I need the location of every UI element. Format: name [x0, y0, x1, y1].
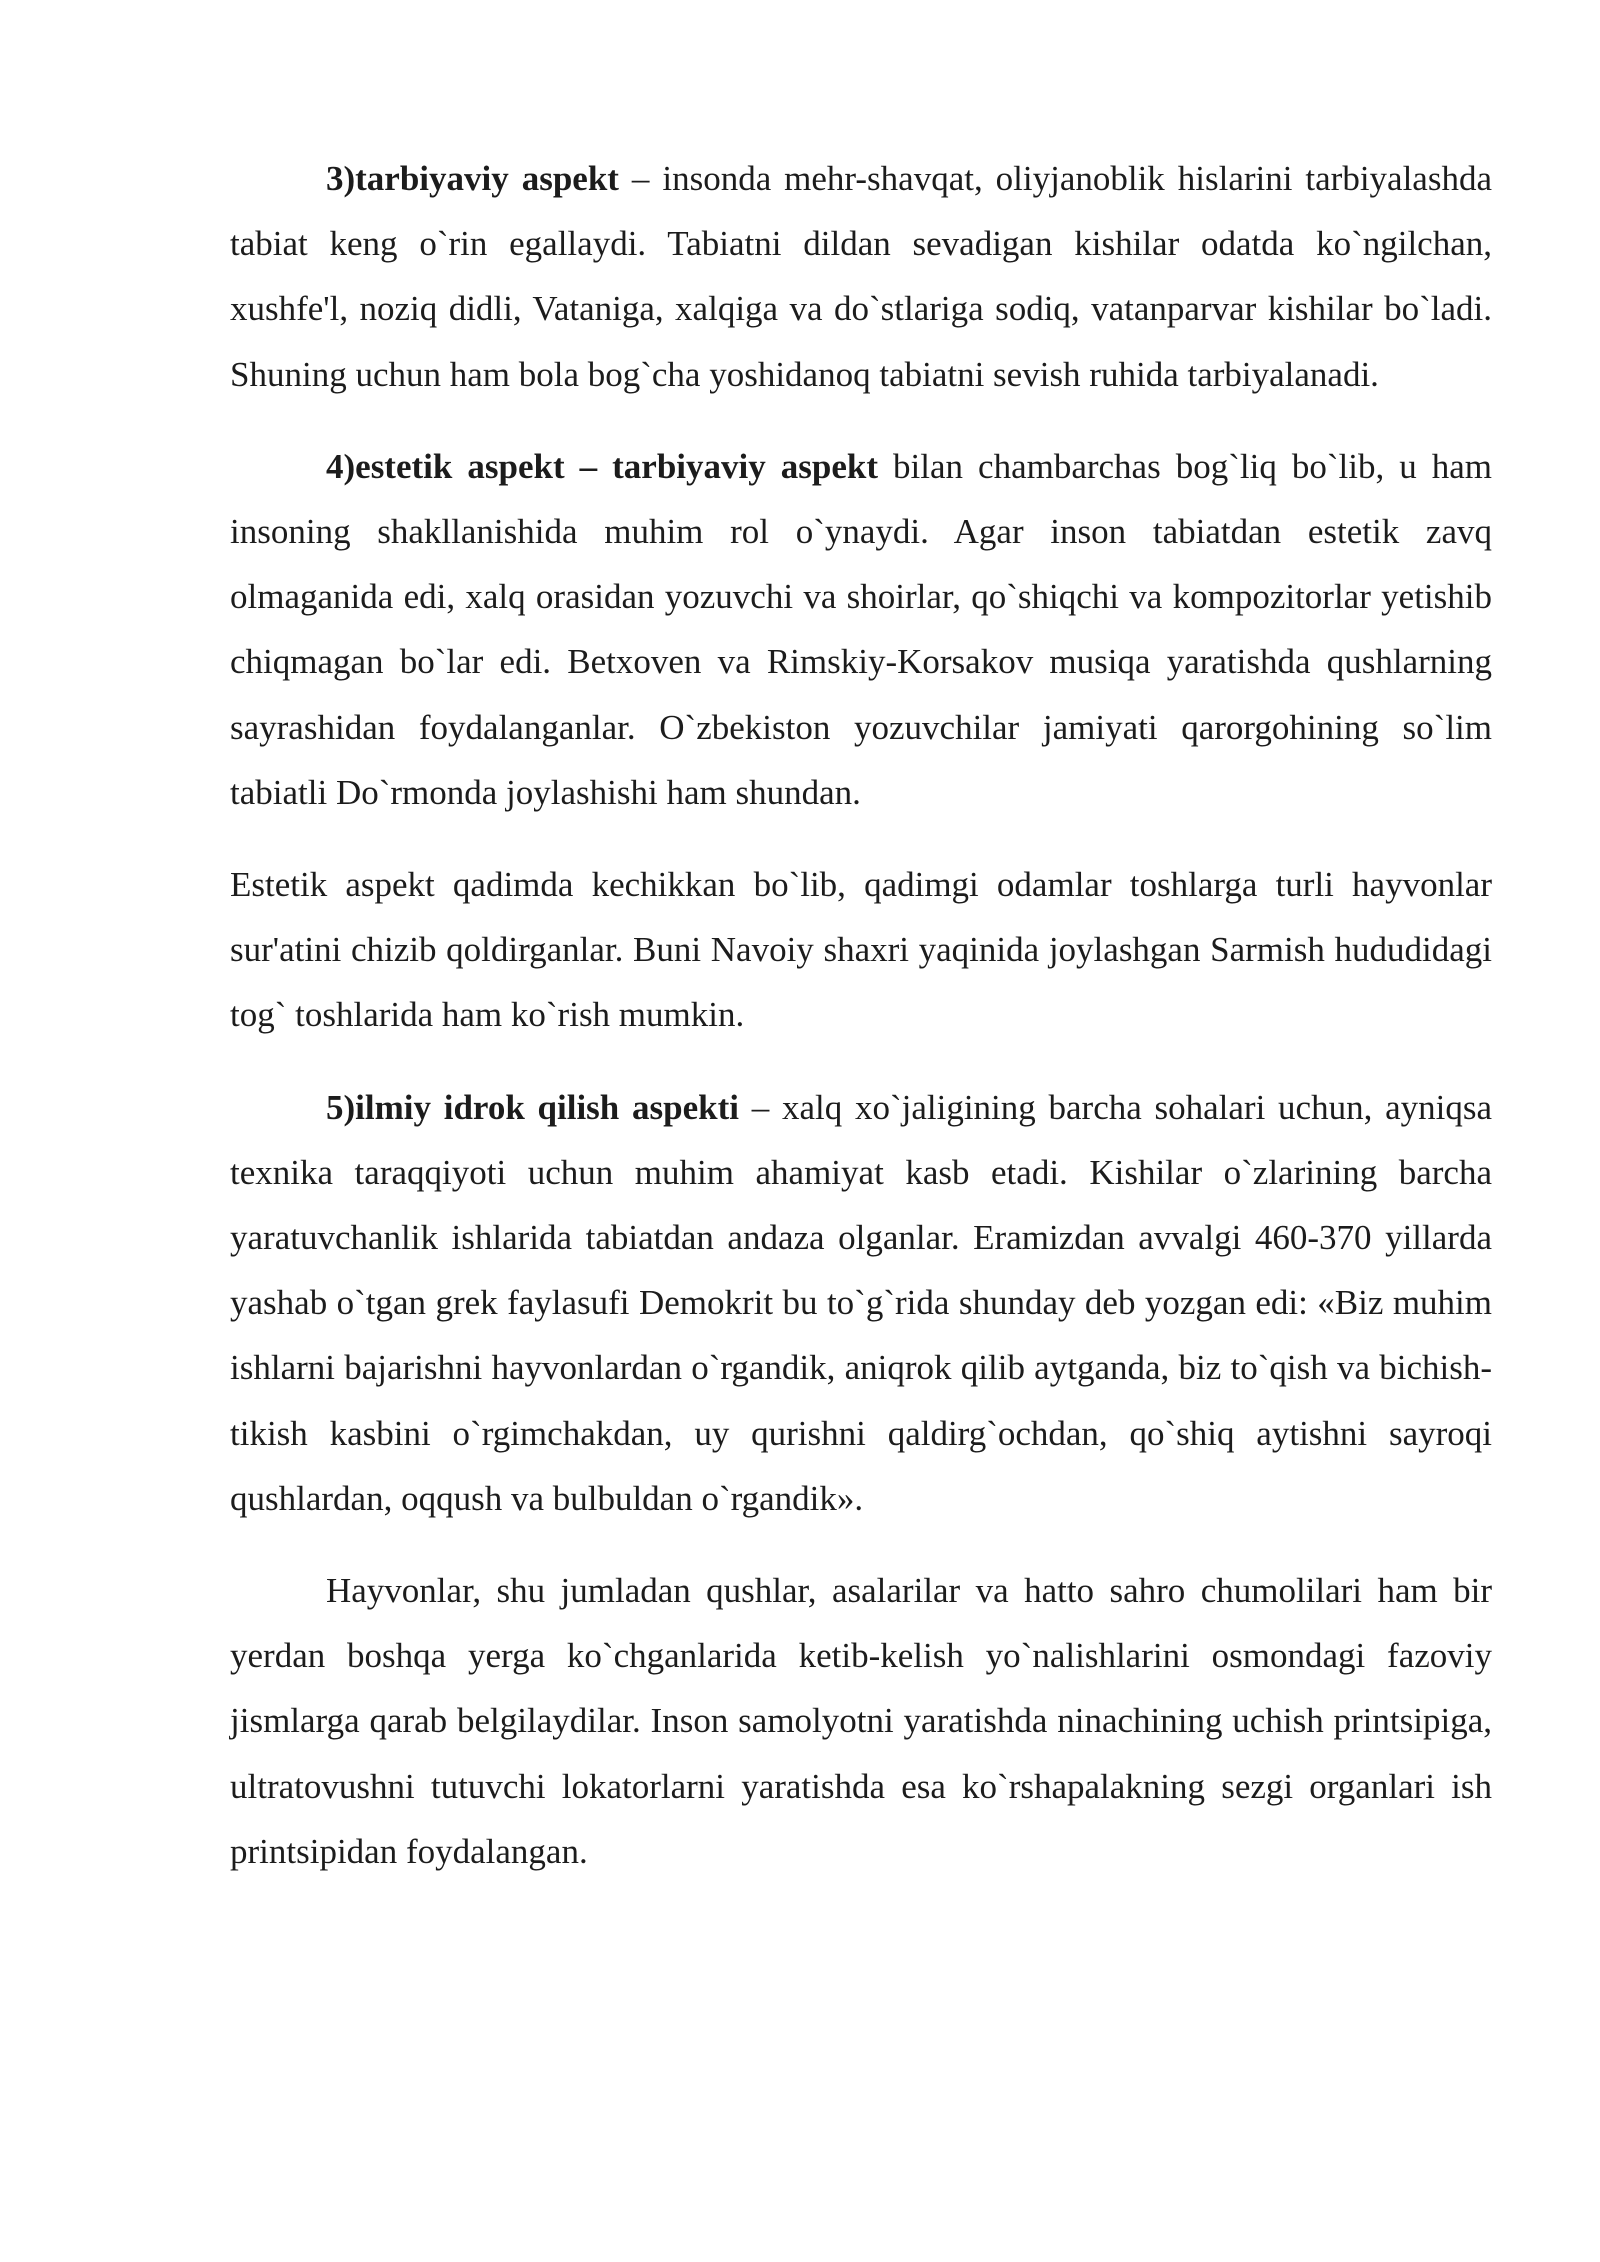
paragraph-text: Estetik aspekt qadimda kechikkan bo`lib, qadimgi odamlar toshlarga turli hayvonlar sur'atini chizib qoldirganlar. Buni Navoiy shaxri yaqinida joylashgan Sarmish hududidagi tog` toshlarida ham ko`rish mumkin. [230, 865, 1492, 1035]
paragraph-ilmiy-idrok-aspekti [230, 1075, 1492, 1531]
paragraph-tarbiyaviy-aspekt [230, 146, 1492, 407]
paragraph-text: – xalq xo`jaligining barcha sohalari uchun, ayniqsa texnika taraqqiyoti uchun muhim ahamiyat kasb etadi. Kishilar o`zlarining barcha yaratuvchanlik ishlarida tabiatdan andaza olganlar. Eramizdan avvalgi 460-370 yillarda yashab o`tgan grek faylasufi Demokrit bu to`g`rida shunday deb yozgan edi: «Biz muhim ishlarni bajarishni hayvonlardan o`rgandik, aniqrok qilib aytganda, biz to`qish va bichish-tikish kasbini o`rgimchakdan, uy qurishni qaldirg`ochdan, qo`shiq aytishni sayroqi qushlardan, oqqush va bulbuldan o`rgandik». [230, 1087, 1492, 1518]
document-body [230, 146, 1492, 1884]
paragraph-text: – insonda mehr-shavqat, oliyjanoblik hislarini tarbiyalashda tabiat keng o`rin egallaydi. Tabiatni dildan sevadigan kishilar odatda ko`ngilchan, xushfe'l, noziq didli, Vataniga, xalqiga va do`stlariga sodiq, vatanparvar kishilar bo`ladi. Shuning uchun ham bola bog`cha yoshidanoq tabiatni sevish ruhida tarbiyalanadi. [230, 159, 1492, 394]
paragraph-text: Hayvonlar, shu jumladan qushlar, asalarilar va hatto sahro chumolilari ham bir yerdan boshqa yerga ko`chganlarida ketib-kelish yo`nalishlarini osmondagi fazoviy jismlarga qarab belgilaydilar. Inson samolyotni yaratishda ninachining uchish printsipiga, ultratovushni tutuvchi lokatorlarni yaratishda esa ko`rshapalakning sezgi organlari ish printsipidan foydalangan. [230, 1571, 1492, 1871]
heading-ilmiy-idrok-aspekti: 5)ilmiy idrok qilish aspekti [326, 1087, 739, 1127]
paragraph-text: bilan chambarchas bog`liq bo`lib, u ham insoning shakllanishida muhim rol o`ynaydi. Agar inson tabiatdan estetik zavq olmaganida edi, xalq orasidan yozuvchi va shoirlar, qo`shiqchi va kompozitorlar yetishib chiqmagan bo`lar edi. Betxoven va Rimskiy-Korsakov musiqa yaratishda qushlarning sayrashidan foydalanganlar. O`zbekiston yozuvchilar jamiyati qarorgohining so`lim tabiatli Do`rmonda joylashishi ham shundan. [230, 446, 1493, 812]
paragraph-hayvonlar [230, 1558, 1492, 1884]
heading-tarbiyaviy-aspekt: 3)tarbiyaviy aspekt [326, 159, 619, 198]
paragraph-estetik-aspekt [230, 434, 1492, 825]
paragraph-estetik-qadimda [230, 852, 1492, 1048]
heading-estetik-aspekt: 4)estetik aspekt – tarbiyaviy aspekt [326, 446, 879, 486]
